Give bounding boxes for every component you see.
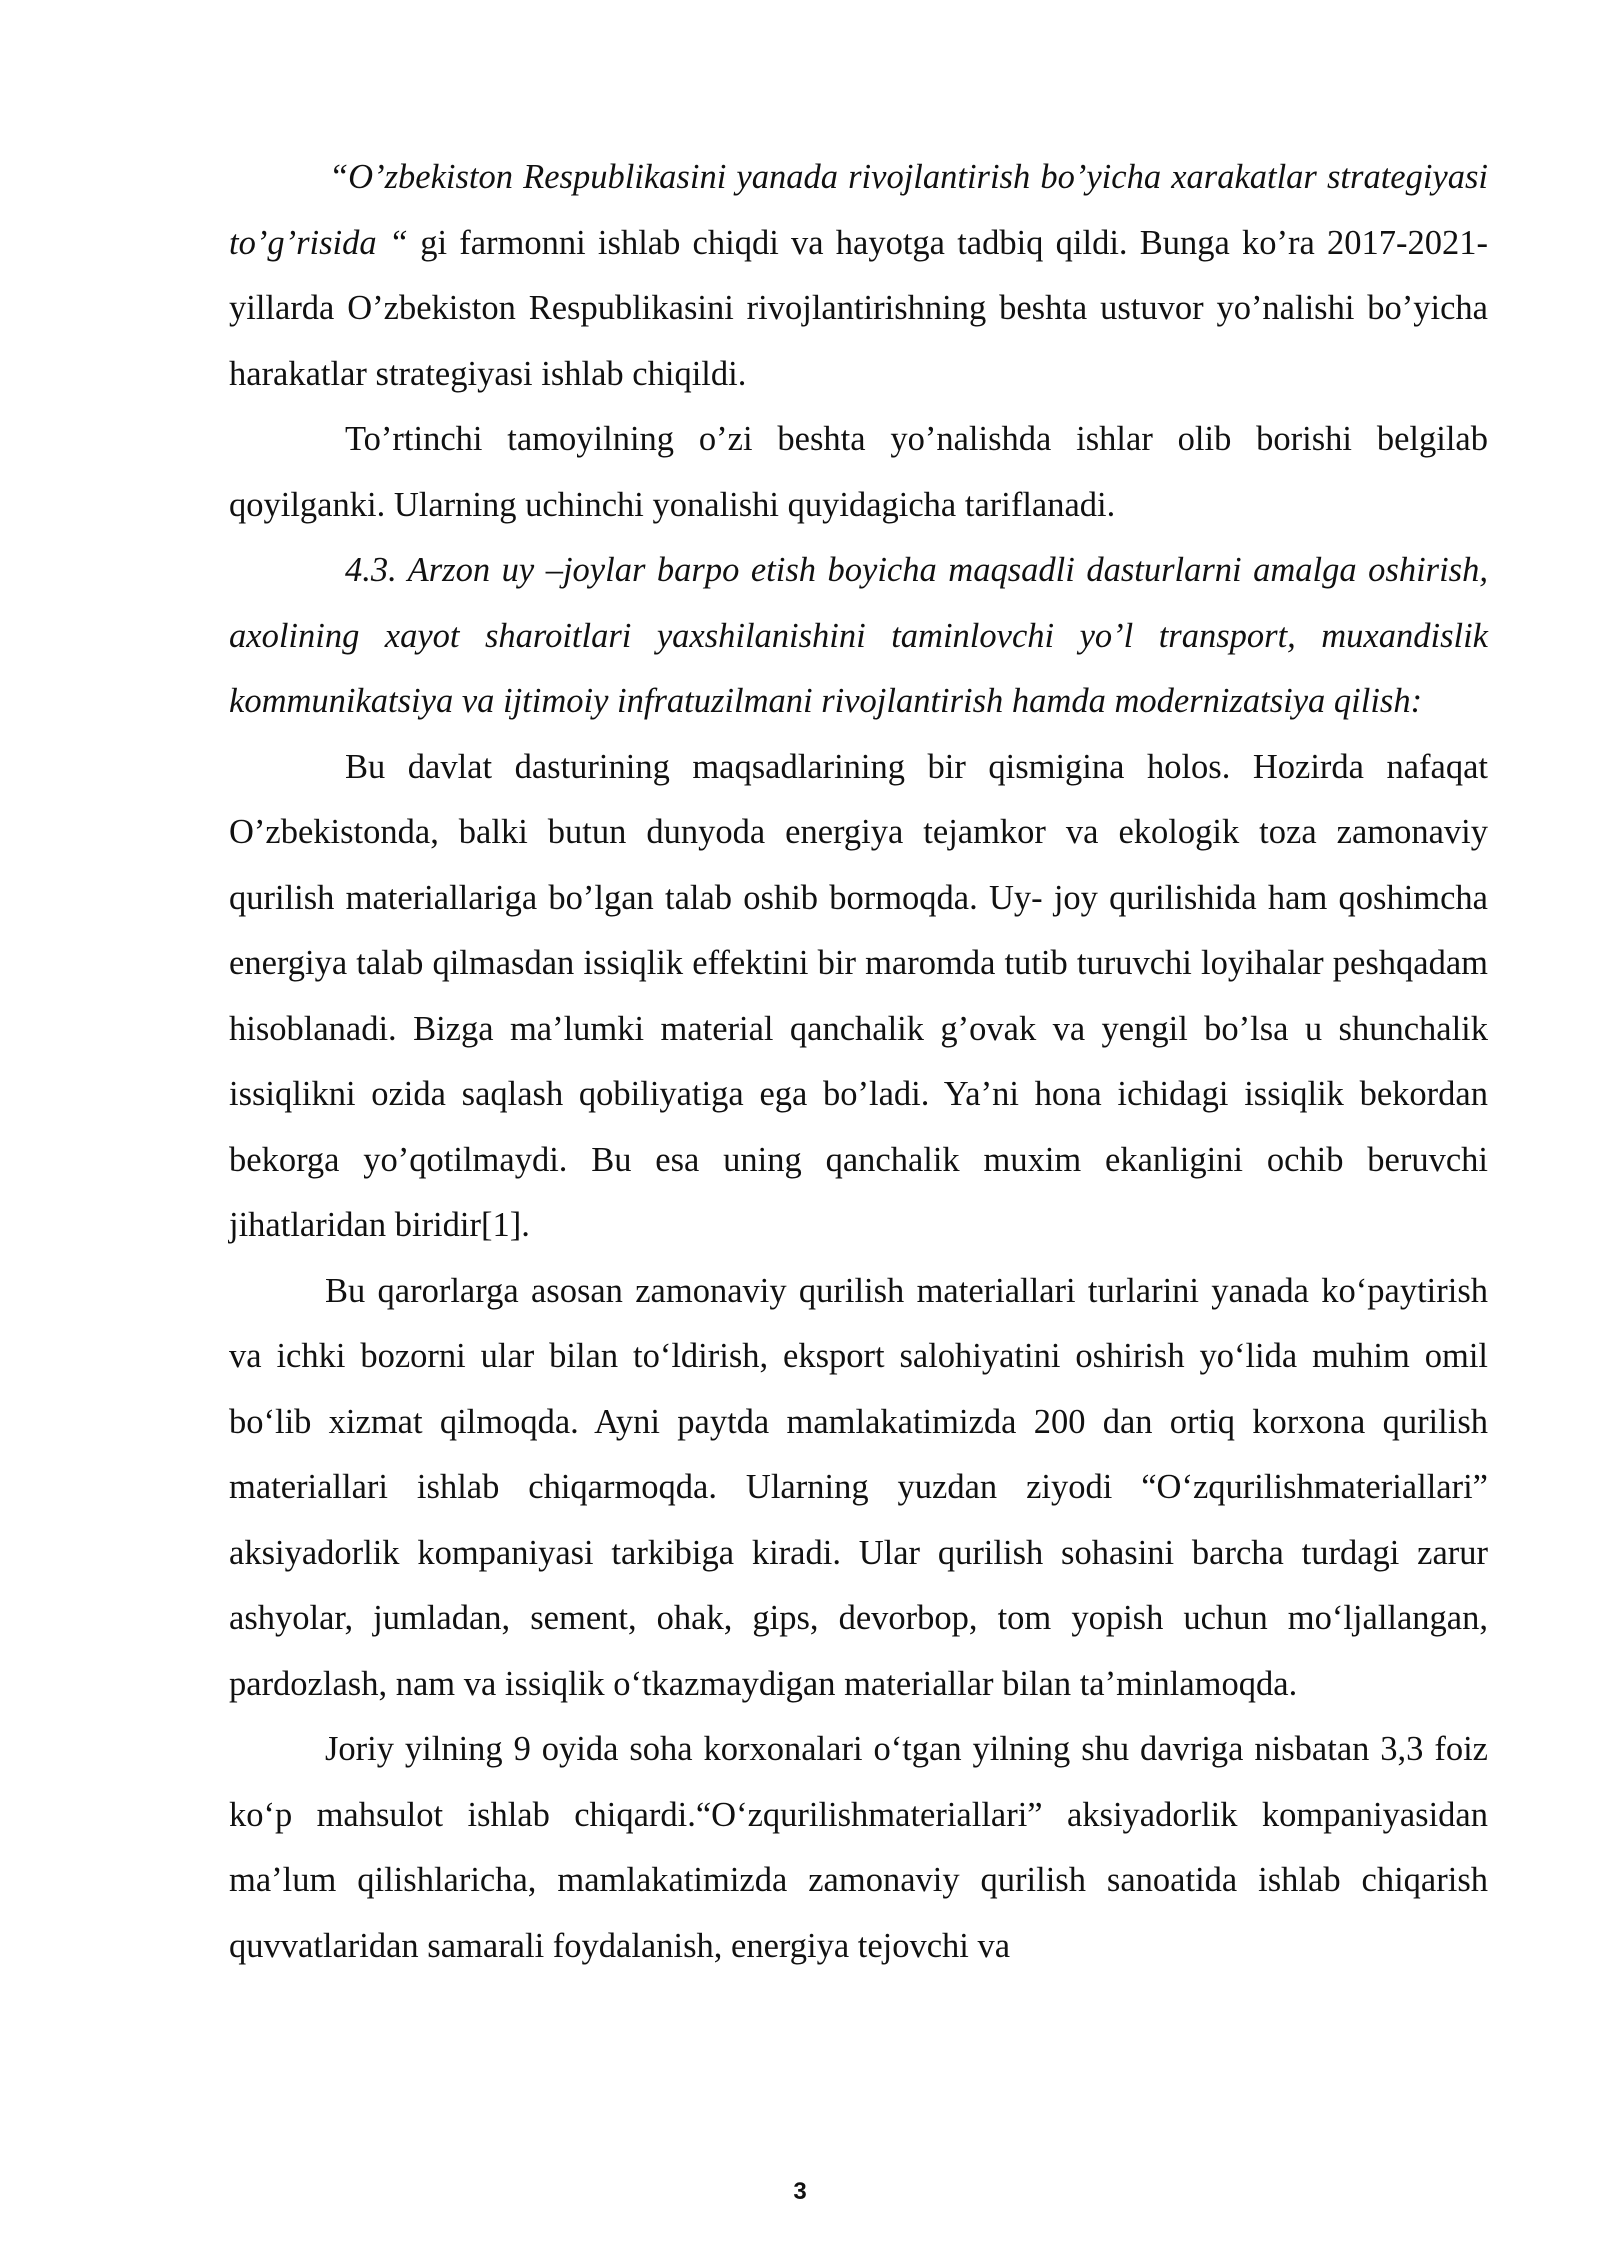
paragraph-fourth-principle: To’rtinchi tamoyilning o’zi beshta yo’nalishda ishlar olib borishi belgilab qoyilganki. Ularning uchinchi yonalishi quyidagicha tariflanadi. <box>229 420 1488 524</box>
paragraph-strategy-decree <box>229 145 1488 407</box>
decree-title: “O’zbekiston Respublikasini yanada rivojlantirish bo’yicha xarakatlar strategiyasi to’g’risida “ <box>229 158 1488 262</box>
paragraph-building-materials: Bu qarorlarga asosan zamonaviy qurilish materiallari turlarini yanada koʻpaytirish va ichki bozorni ular bilan toʻldirish, eksport salohiyatini oshirish yoʻlida muhim omil boʻlib xizmat qilmoqda. Ayni paytda mamlakatimizda 200 dan ortiq korxona qurilish materiallari ishlab chiqarmoqda. Ularning yuzdan ziyodi “Oʻzqurilishmateriallari” aksiyadorlik kompaniyasi tarkibiga kiradi. Ular qurilish sohasini barcha turdagi zarur ashyolar, jumladan, sement, ohak, gips, devorbop, tom yopish uchun moʻljallangan, pardozlash, nam va issiqlik oʻtkazmaydigan materiallar bilan taʼminlamoqda. <box>229 1271 1488 1703</box>
paragraph-section-4-3: 4.3. Arzon uy –joylar barpo etish boyicha maqsadli dasturlarni amalga oshirish, axolining xayot sharoitlari yaxshilanishini taminlovchi yo’l transport, muxandislik kommunikatsiya va ijtimoiy infratuzilmani rivojlantirish hamda modernizatsiya qilish: <box>229 551 1488 720</box>
paragraph-program-goals: Bu davlat dasturining maqsadlarining bir qismigina holos. Hozirda nafaqat O’zbekistonda, balki butun dunyoda energiya tejamkor va ekologik toza zamonaviy qurilish materiallariga bo’lgan talab oshib bormoqda. Uy- joy qurilishida ham qoshimcha energiya talab qilmasdan issiqlik effektini bir maromda tutib turuvchi loyihalar peshqadam hisoblanadi. Bizga ma’lumki material qanchalik g’ovak va yengil bo’lsa u shunchalik issiqlikni ozida saqlash qobiliyatiga ega bo’ladi. Ya’ni hona ichidagi issiqlik bekordan bekorga yo’qotilmaydi. Bu esa uning qanchalik muxim ekanligini ochib beruvchi jihatlaridan biridir[1]. <box>229 747 1488 1244</box>
paragraph-production-growth: Joriy yilning 9 oyida soha korxonalari oʻtgan yilning shu davriga nisbatan 3,3 foiz koʻp mahsulot ishlab chiqardi.“Oʻzqurilishmateriallari” aksiyadorlik kompaniyasidan maʼlum qilishlaricha, mamlakatimizda zamonaviy qurilish sanoatida ishlab chiqarish quvvatlaridan samarali foydalanish, energiya tejovchi va <box>229 1730 1488 1965</box>
decree-description: gi farmonni ishlab chiqdi va hayotga tadbiq qildi. Bunga ko’ra 2017-2021-yillarda O’zbekiston Respublikasini rivojlantirishning beshta ustuvor yo’nalishi bo’yicha harakatlar strategiyasi ishlab chiqildi. <box>229 223 1489 393</box>
body-text <box>229 145 1488 1979</box>
page-number: 3 <box>793 2178 807 2205</box>
